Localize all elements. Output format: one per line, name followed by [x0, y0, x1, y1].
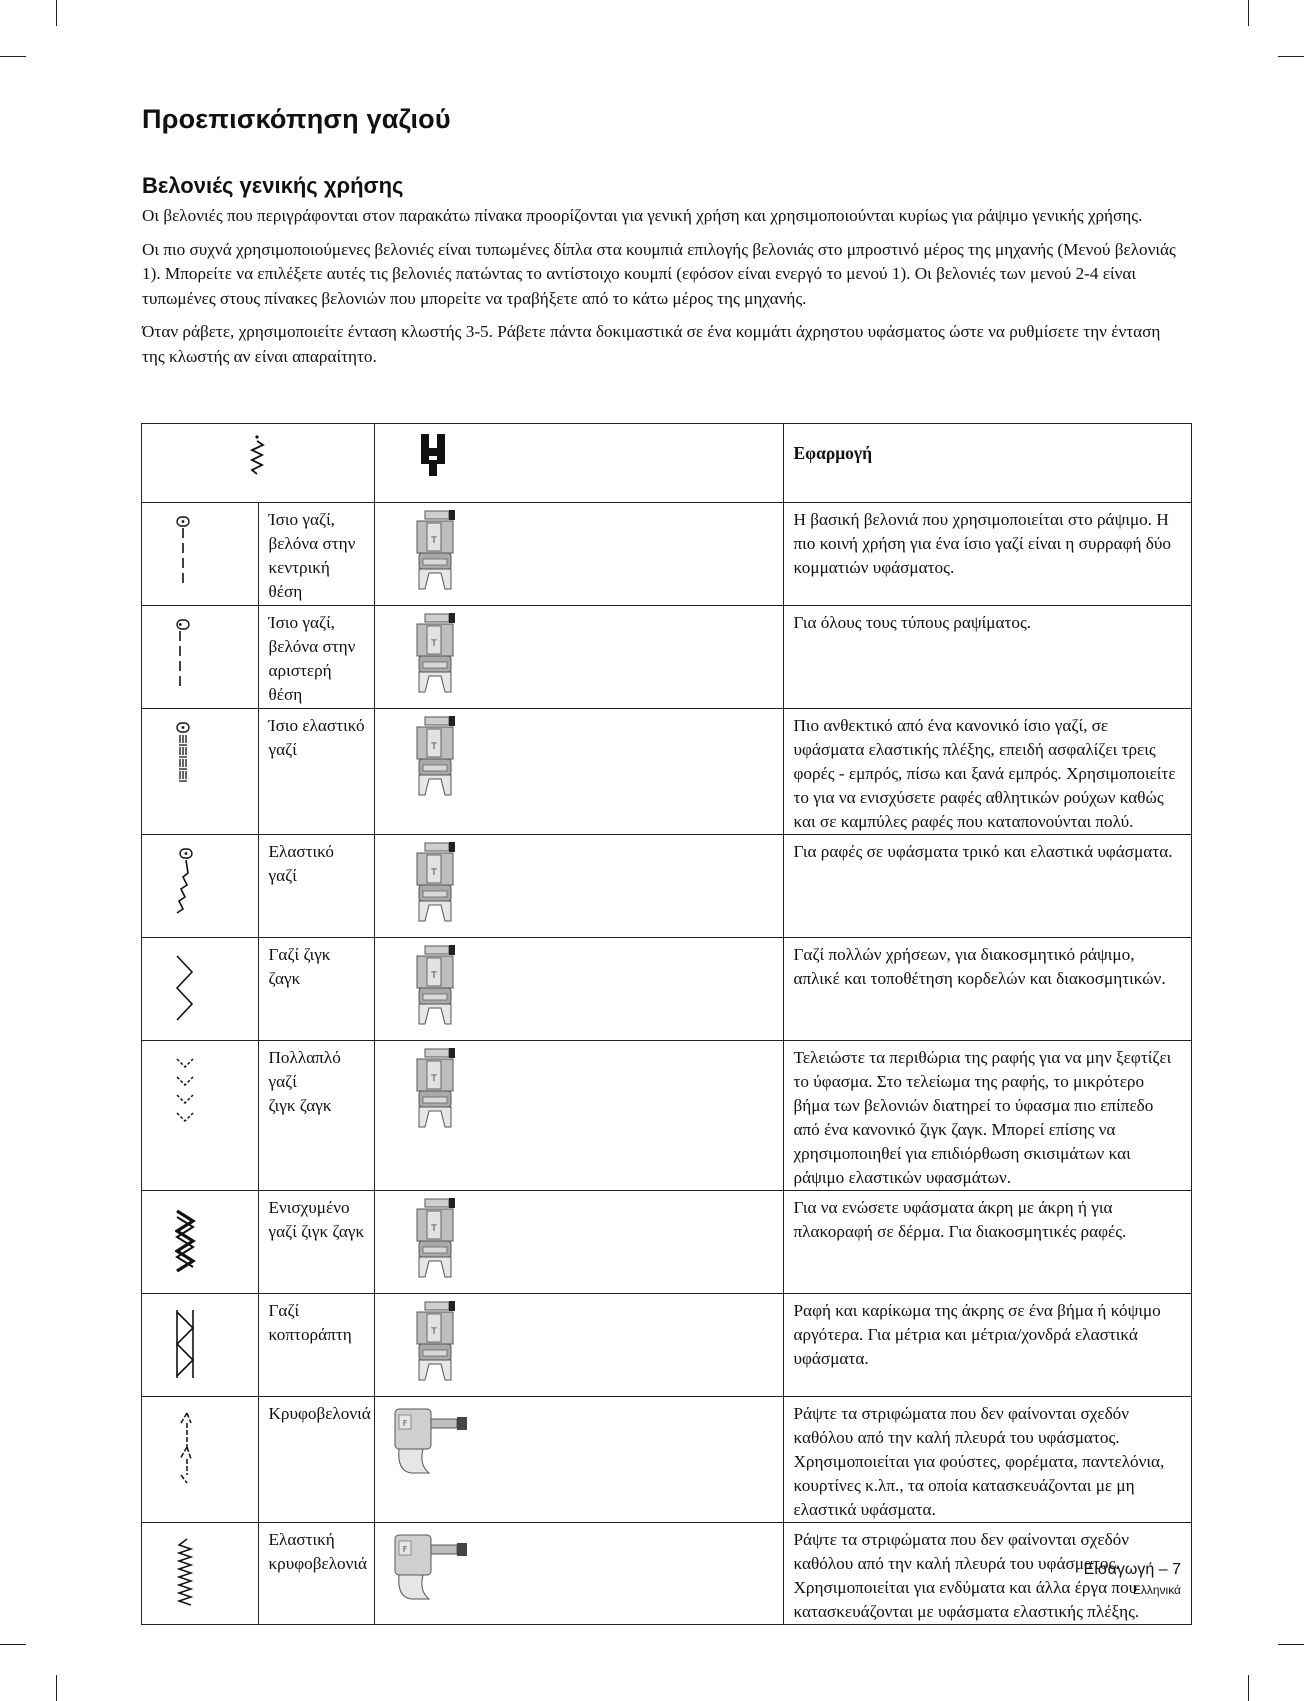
table-row	[142, 1397, 1192, 1523]
stitch-name-line: βελόνα στην	[268, 637, 356, 656]
presser-foot-cell	[375, 835, 784, 938]
presser-foot-cell	[375, 1397, 784, 1523]
application-description: Η βασική βελονιά που χρησιμοποιείται στο ράψιμο. Η πιο κοινή χρήση για ένα ίσιο γαζί είναι η συρραφή δύο κομματιών υφάσματος.	[783, 503, 1192, 606]
application-description: Για όλους τους τύπους ραψίματος.	[783, 606, 1192, 709]
presser-foot-cell	[375, 606, 784, 709]
stitch-name-cell	[258, 938, 375, 1041]
stitch-name-cell	[258, 835, 375, 938]
page-title: Προεπισκόπηση γαζιού	[142, 104, 451, 134]
crop-mark	[1278, 56, 1304, 57]
foot-a-icon	[403, 944, 783, 1035]
application-description: Ραφή και καρίκωμα της άκρης σε ένα βήμα ή κόψιμο αργότερα. Για μέτρια και μέτρια/χονδρά ελαστικά υφάσματα.	[783, 1294, 1192, 1397]
stitch-name-line: Γαζί	[268, 1301, 300, 1320]
crop-mark	[56, 1675, 57, 1701]
reinforced-zigzag-icon	[175, 1203, 258, 1290]
stitch-name-line: αριστερή θέση	[268, 661, 332, 704]
svg-text:T: T	[431, 742, 437, 752]
stitch-name-line: Ελαστική	[268, 1530, 335, 1549]
straight-left-icon	[175, 618, 258, 705]
foot-a-icon	[403, 509, 783, 600]
stitch-name-line: Ελαστικό γαζί	[268, 842, 335, 885]
presser-foot-cell	[375, 1191, 784, 1294]
header-stitch-cell	[142, 424, 375, 503]
stitch-name-cell	[258, 503, 375, 606]
svg-text:T: T	[431, 1074, 437, 1084]
application-description: Πιο ανθεκτικό από ένα κανονικό ίσιο γαζί, σε υφάσματα ελαστικής πλέξης, επειδή ασφαλίζει τρεις φορές - εμπρός, πίσω και ξανά εμπρός. Χρησιμοποιείτε το για να ενισχύσετε ραφές αθλητικών ρούχων καθώς και σε καμπύλες ραφές που καταπονούνται πολύ.	[783, 709, 1192, 835]
header-foot-cell	[375, 424, 784, 503]
stitch-name-line: κοπτοράπτη	[268, 1325, 352, 1344]
stitch-name-line: κεντρική θέση	[268, 558, 330, 601]
presser-foot-cell	[375, 1523, 784, 1625]
svg-text:F: F	[402, 1419, 408, 1428]
stitch-symbol-cell	[142, 1397, 259, 1523]
stitch-symbol-cell	[142, 835, 259, 938]
application-description: Για ραφές σε υφάσματα τρικό και ελαστικά υφάσματα.	[783, 835, 1192, 938]
stitch-table	[141, 423, 1192, 1625]
zigzag-stitch-icon	[249, 433, 265, 477]
stitch-name-line: βελόνα στην	[268, 534, 356, 553]
stitch-name-line: Ενισχυμένο	[268, 1198, 350, 1217]
blindhem-icon	[175, 1409, 258, 1496]
stitch-name-line: γαζί	[268, 740, 297, 759]
stitch-symbol-cell	[142, 1041, 259, 1191]
stitch-name-line: ζιγκ ζαγκ	[268, 1096, 332, 1115]
foot-a-icon	[403, 1197, 783, 1288]
svg-text:T: T	[431, 536, 437, 546]
presser-foot-cell	[375, 1041, 784, 1191]
foot-d-icon	[389, 1531, 783, 1608]
presser-foot-cell	[375, 503, 784, 606]
svg-text:T: T	[431, 1224, 437, 1234]
svg-text:T: T	[431, 1327, 437, 1337]
stitch-name-line: Ίσιο γαζί,	[268, 613, 335, 632]
crop-mark	[1248, 0, 1249, 26]
table-row	[142, 503, 1192, 606]
table-row	[142, 938, 1192, 1041]
table-row	[142, 1191, 1192, 1294]
intro-text	[142, 204, 1182, 378]
crop-mark	[1248, 1675, 1249, 1701]
stitch-name-cell	[258, 1294, 375, 1397]
stitch-symbol-cell	[142, 1191, 259, 1294]
language-label: Ελληνικά	[1132, 1583, 1181, 1597]
svg-text:T: T	[431, 639, 437, 649]
intro-paragraph: Οι πιο συχνά χρησιμοποιούμενες βελονιές είναι τυπωμένες δίπλα στα κουμπιά επιλογής βελονιάς στο μπροστινό μέρος της μηχανής (Μενού βελονιάς 1). Μπορείτε να επιλέξετε αυτές τις βελονιές πατώντας το αντίστοιχο κουμπί (εφόσον είναι ενεργό το μενού 1). Οι βελονιές των μενού 2-4 είναι τυπωμένες στους πίνακες βελονιών που μπορείτε να τραβήξετε από το κάτω μέρος της μηχανής.	[142, 239, 1176, 308]
crop-mark	[56, 0, 57, 26]
stitch-name-line: Γαζί ζιγκ ζαγκ	[268, 945, 331, 988]
table-row	[142, 1294, 1192, 1397]
stitch-name-line: Πολλαπλό γαζί	[268, 1048, 341, 1091]
application-description: Ράψτε τα στριφώματα που δεν φαίνονται σχεδόν καθόλου από την καλή πλευρά του υφάσματος. Χρησιμοποιείται για ενδύματα και άλλα έργα που κατασκευάζονται με υφάσματα ελαστικής πλέξης.	[783, 1523, 1192, 1625]
stretch-blindhem-icon	[175, 1535, 258, 1622]
stretch-straight-icon	[175, 721, 258, 808]
stitch-symbol-cell	[142, 1294, 259, 1397]
foot-a-icon	[403, 1047, 783, 1138]
table-row	[142, 709, 1192, 835]
stitch-name-cell	[258, 606, 375, 709]
stitch-name-line: Ίσιο ελαστικό	[268, 716, 365, 735]
zigzag-icon	[175, 950, 258, 1037]
presser-foot-cell	[375, 709, 784, 835]
header-application: Εφαρμογή	[783, 424, 1192, 503]
foot-a-icon	[403, 715, 783, 806]
application-description: Τελειώστε τα περιθώρια της ραφής για να μην ξεφτίζει το ύφασμα. Στο τελείωμα της ραφής, το μικρότερο βήμα των βελονιών διατηρεί το ύφασμα πιο επίπεδο από ένα κανονικό ζιγκ ζαγκ. Μπορεί επίσης να χρησιμοποιηθεί για επιδιόρθωση σκισιμάτων και ράψιμο ελαστικών υφασμάτων.	[783, 1041, 1192, 1191]
foot-a-icon	[403, 612, 783, 703]
intro-paragraph: Οι βελονιές που περιγράφονται στον παρακάτω πίνακα προορίζονται για γενική χρήση και χρησιμοποιούνται κυρίως για ράψιμο γενικής χρήσης.	[142, 206, 1143, 225]
table-row	[142, 1041, 1192, 1191]
overlock-icon	[175, 1306, 258, 1393]
stitch-name-cell	[258, 709, 375, 835]
table-header-row	[142, 424, 1192, 503]
stitch-symbol-cell	[142, 709, 259, 835]
svg-text:T: T	[431, 868, 437, 878]
table-row	[142, 606, 1192, 709]
stitch-symbol-cell	[142, 503, 259, 606]
table-row	[142, 835, 1192, 938]
foot-a-icon	[403, 1300, 783, 1391]
stitch-name-line: κρυφοβελονιά	[268, 1554, 368, 1573]
stitch-name-cell	[258, 1191, 375, 1294]
stitch-symbol-cell	[142, 1523, 259, 1625]
svg-text:T: T	[431, 971, 437, 981]
crop-mark	[1278, 1644, 1304, 1645]
stitch-name-cell	[258, 1523, 375, 1625]
section-title: Βελονιές γενικής χρήσης	[142, 173, 404, 198]
application-description: Για να ενώσετε υφάσματα άκρη με άκρη ή για πλακοραφή σε δέρμα. Για διακοσμητικές ραφές.	[783, 1191, 1192, 1294]
stitch-name-line: Κρυφοβελονιά	[268, 1404, 371, 1423]
straight-center-icon	[175, 515, 258, 602]
stretch-icon	[175, 847, 258, 934]
presser-foot-cell	[375, 1294, 784, 1397]
intro-paragraph: Όταν ράβετε, χρησιμοποιείτε ένταση κλωστής 3-5. Ράβετε πάντα δοκιμαστικά σε ένα κομμάτι άχρηστου υφάσματος ώστε να ρυθμίσετε την ένταση της κλωστής αν είναι απαραίτητο.	[142, 322, 1161, 366]
stitch-name-line: γαζί ζιγκ ζαγκ	[268, 1222, 365, 1241]
multi-zigzag-icon	[175, 1053, 258, 1140]
stitch-name-line: Ίσιο γαζί,	[268, 510, 335, 529]
stitch-name-cell	[258, 1397, 375, 1523]
page-number: Εισαγωγή – 7	[1083, 1561, 1181, 1578]
stitch-symbol-cell	[142, 938, 259, 1041]
application-description: Γαζί πολλών χρήσεων, για διακοσμητικό ράψιμο, απλικέ και τοποθέτηση κορδελών και διακοσμητικών.	[783, 938, 1192, 1041]
presser-foot-cell	[375, 938, 784, 1041]
svg-text:F: F	[402, 1545, 408, 1554]
foot-d-icon	[389, 1405, 783, 1482]
foot-a-icon	[403, 841, 783, 932]
table-row	[142, 1523, 1192, 1625]
crop-mark	[0, 56, 26, 57]
stitch-symbol-cell	[142, 606, 259, 709]
presser-foot-icon	[418, 433, 448, 477]
stitch-name-cell	[258, 1041, 375, 1191]
application-description: Ράψτε τα στριφώματα που δεν φαίνονται σχεδόν καθόλου από την καλή πλευρά του υφάσματος. Χρησιμοποιείται για φούστες, φορέματα, παντελόνια, κουρτίνες κ.λπ., τα οποία κατασκευάζονται με μη ελαστικά υφάσματα.	[783, 1397, 1192, 1523]
crop-mark	[0, 1644, 26, 1645]
